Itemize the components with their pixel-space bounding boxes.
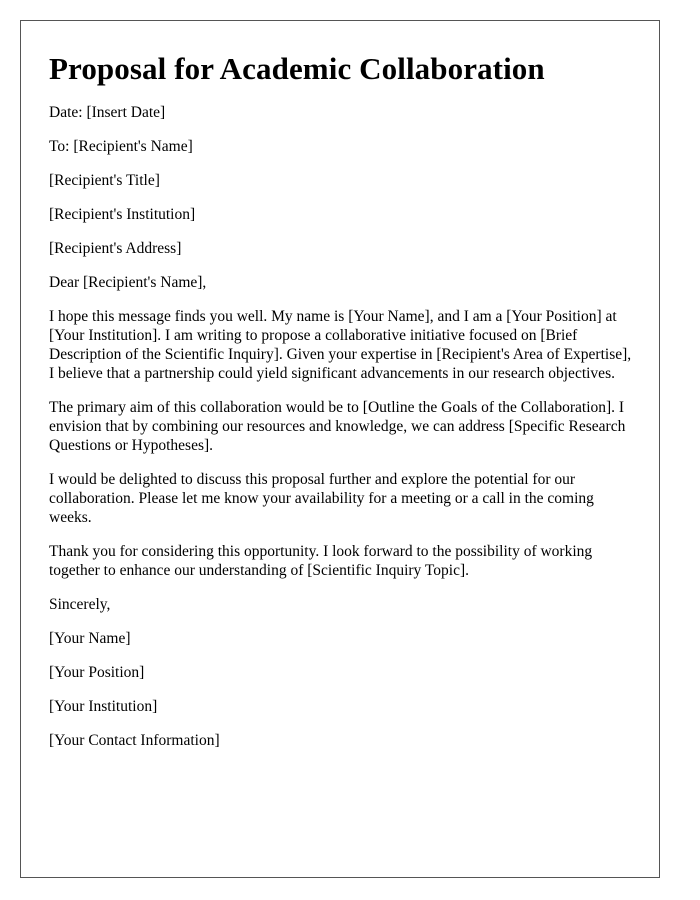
document-title: Proposal for Academic Collaboration <box>49 51 545 86</box>
body-paragraph-goals: The primary aim of this collaboration would be to [Outline the Goals of the Collaboration]. I envision that by combining our resources and knowledge, we can address [Specific Research Questions or Hypotheses]. <box>49 399 626 454</box>
body-paragraph-thanks: Thank you for considering this opportunity. I look forward to the possibility of working together to enhance our understanding of [Scientific Inquiry Topic]. <box>49 543 593 579</box>
recipient-name-line: To: [Recipient's Name] <box>49 138 193 155</box>
closing: Sincerely, <box>49 596 111 613</box>
body-paragraph-discussion: I would be delighted to discuss this proposal further and explore the potential for our collaboration. Please let me know your availability for a meeting or a call in the coming weeks. <box>49 471 594 526</box>
recipient-address: [Recipient's Address] <box>49 240 182 257</box>
sender-contact: [Your Contact Information] <box>49 732 220 749</box>
sender-position: [Your Position] <box>49 664 145 681</box>
sender-institution: [Your Institution] <box>49 698 158 715</box>
recipient-title: [Recipient's Title] <box>49 172 160 189</box>
sender-name: [Your Name] <box>49 630 131 647</box>
salutation: Dear [Recipient's Name], <box>49 274 207 291</box>
body-paragraph-intro: I hope this message finds you well. My name is [Your Name], and I am a [Your Position] at [Your Institution]. I am writing to propose a collaborative initiative focused on [Brief Description of the Scientific Inquiry]. Given your expertise in [Recipient's Area of Expertise], I believe that a partnership could yield significant advancements in our research objectives. <box>49 308 632 382</box>
letter-page <box>20 20 660 878</box>
letter-content <box>49 51 639 765</box>
date-line: Date: [Insert Date] <box>49 104 166 121</box>
recipient-institution: [Recipient's Institution] <box>49 206 196 223</box>
